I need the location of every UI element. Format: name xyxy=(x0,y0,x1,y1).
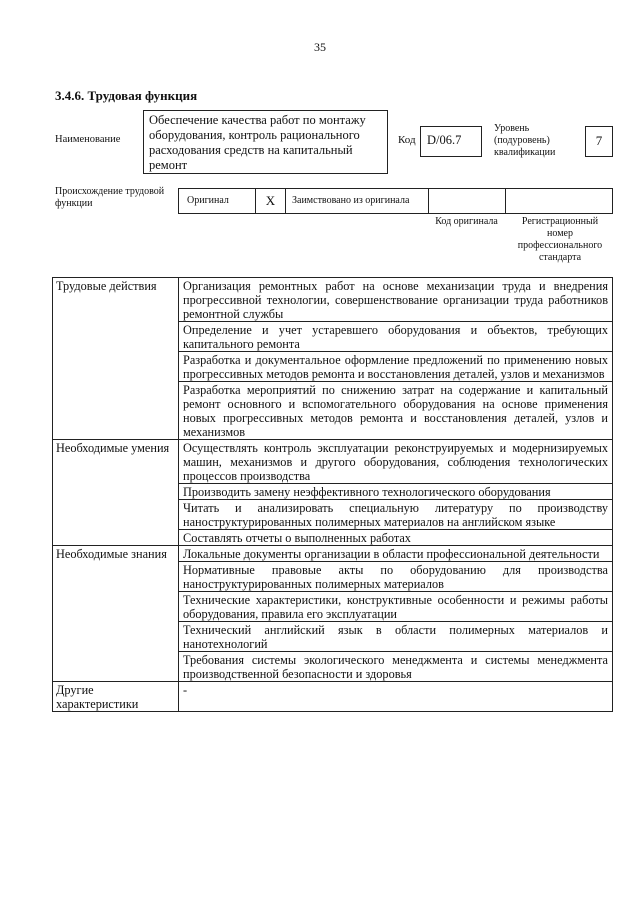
code-original-caption: Код оригинала xyxy=(435,216,498,227)
category-other-characteristics: Другие характеристики xyxy=(53,682,179,712)
knowledge-item: Технические характеристики, конструктивные особенности и режимы работы оборудования, правила его эксплуатации xyxy=(179,592,613,622)
skill-item: Читать и анализировать специальную литературу по производству наноструктурированных полимерных материалов на английском языке xyxy=(179,500,613,530)
knowledge-item: Технический английский язык в области полимерных материалов и нанотехнологий xyxy=(179,622,613,652)
labor-action-item: Организация ремонтных работ на основе механизации труда и внедрения прогрессивной технологии, совершенствование организации труда работников ремонтной службы xyxy=(179,278,613,322)
origin-borrowed: Заимствовано из оригинала xyxy=(286,189,429,213)
origin-mark: X xyxy=(256,189,286,213)
skill-item: Производить замену неэффективного технологического оборудования xyxy=(179,484,613,500)
labor-action-item: Разработка мероприятий по снижению затрат на содержание и капитальный ремонт основного и вспомогательного оборудования на основе применения новых прогрессивных методов ремонта и восстановления деталей, узлов и механизмов xyxy=(179,382,613,440)
knowledge-item: Требования системы экологического менеджмента и системы менеджмента производственной безопасности и здоровья xyxy=(179,652,613,682)
labor-action-item: Разработка и документальное оформление предложений по применению новых прогрессивных методов ремонта и восстановления деталей, узлов и механизмов xyxy=(179,352,613,382)
code-box: D/06.7 xyxy=(420,126,482,157)
skill-item: Составлять отчеты о выполненных работах xyxy=(179,530,613,546)
registration-number-caption: Регистрационный номер профессионального стандарта xyxy=(517,216,603,263)
function-name-box: Обеспечение качества работ по монтажу оборудования, контроль рационального расходования средств на капитальный ремонт xyxy=(143,110,388,174)
labor-action-item: Определение и учет устаревшего оборудования и объектов, требующих капитального ремонта xyxy=(179,322,613,352)
name-label: Наименование xyxy=(55,134,121,145)
function-details-table xyxy=(52,277,613,712)
category-required-skills: Необходимые умения xyxy=(53,440,179,546)
category-required-knowledge: Необходимые знания xyxy=(53,546,179,682)
knowledge-item: Нормативные правовые акты по оборудованию для производства наноструктурированных полимерных материалов xyxy=(179,562,613,592)
category-labor-actions: Трудовые действия xyxy=(53,278,179,440)
origin-table xyxy=(178,188,613,214)
code-label: Код xyxy=(398,134,416,146)
origin-label: Происхождение трудовой функции xyxy=(55,186,165,209)
origin-code-cell xyxy=(429,189,506,213)
knowledge-item: Локальные документы организации в области профессиональной деятельности xyxy=(179,546,613,562)
skill-item: Осуществлять контроль эксплуатации реконструируемых и модернизируемых машин, механизмов и другого оборудования, соблюдения технологических процессов производства xyxy=(179,440,613,484)
origin-original: Оригинал xyxy=(179,189,256,213)
page-number: 35 xyxy=(314,40,326,54)
level-label: Уровень (подуровень) квалификации xyxy=(494,123,556,158)
other-characteristics-item: - xyxy=(179,682,613,712)
level-box: 7 xyxy=(585,126,613,157)
section-title: 3.4.6. Трудовая функция xyxy=(55,88,198,103)
